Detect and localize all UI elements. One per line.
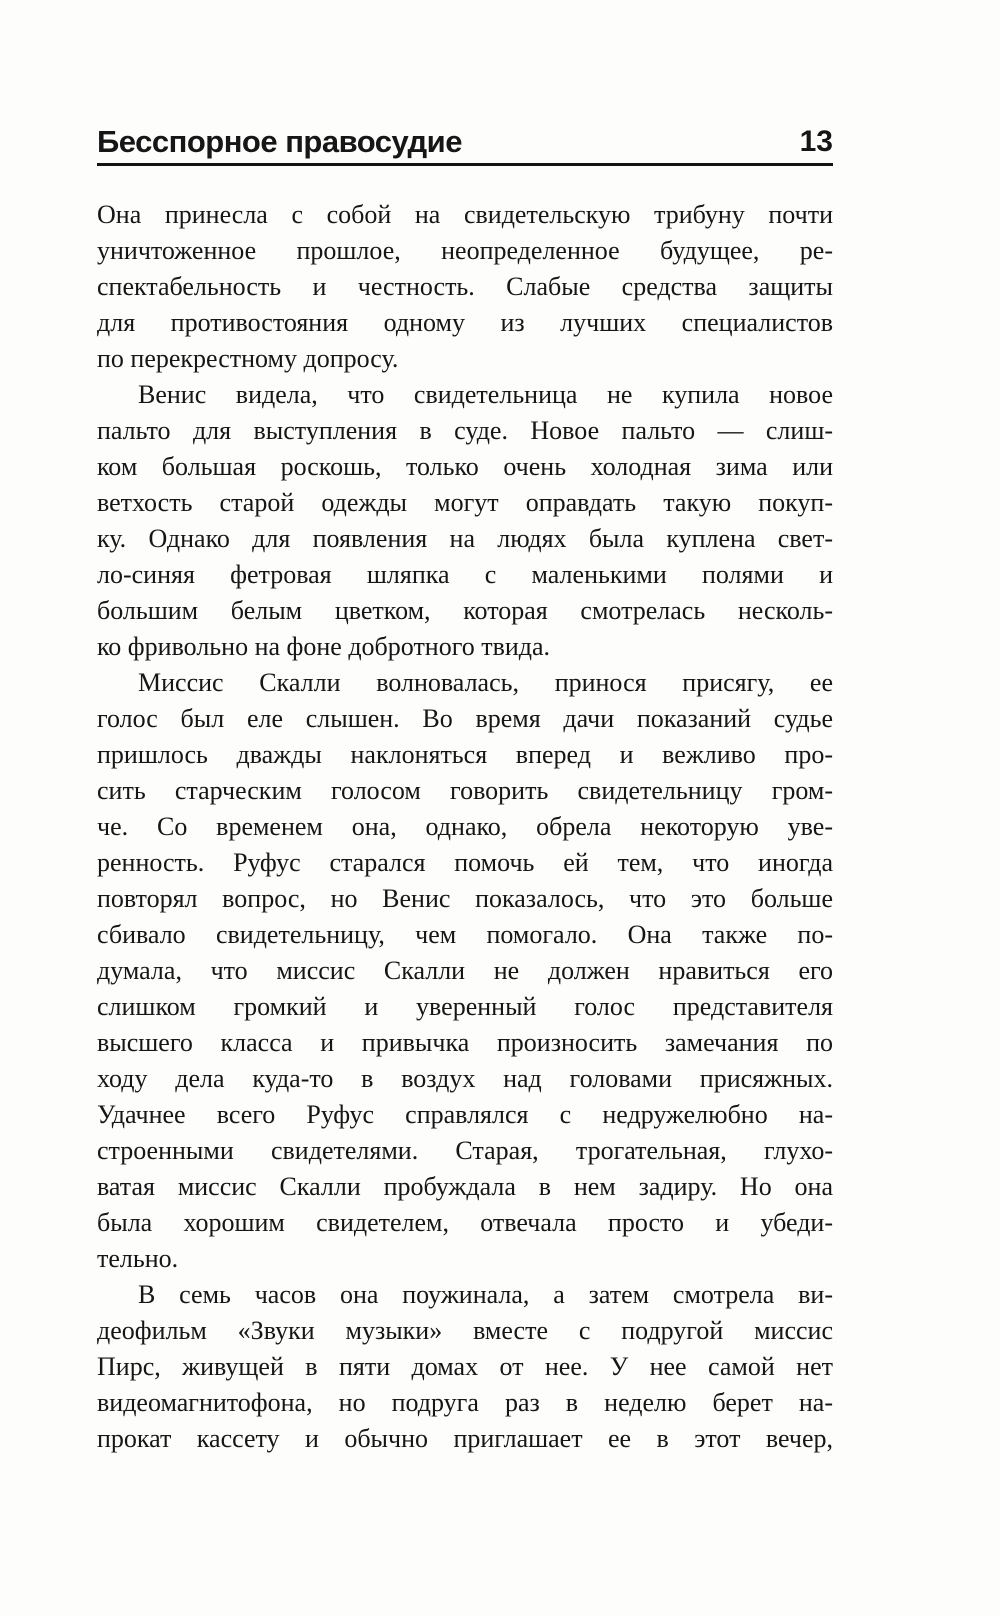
text-line: пальто для выступления в суде. Новое пальто — слиш- <box>97 416 833 445</box>
text-line: Удачнее всего Руфус справлялся с недружелюбно на- <box>97 1100 833 1129</box>
text-line: слишком громкий и уверенный голос представителя <box>97 992 833 1021</box>
text-line: сить старческим голосом говорить свидетельницу гром- <box>97 776 833 805</box>
paragraph <box>97 377 833 665</box>
text-line: ветхость старой одежды могут оправдать такую покуп- <box>97 488 833 517</box>
text-line: деофильм «Звуки музыки» вместе с подругой миссис <box>97 1316 833 1345</box>
text-line: высшего класса и привычка произносить замечания по <box>97 1028 833 1057</box>
paragraph <box>97 1277 833 1457</box>
text-line: Пирс, живущей в пяти домах от нее. У нее самой нет <box>97 1352 833 1381</box>
text-line: по перекрестному допросу. <box>97 344 399 373</box>
text-line: была хорошим свидетелем, отвечала просто и убеди- <box>97 1208 833 1237</box>
text-line: ком большая роскошь, только очень холодная зима или <box>97 452 833 481</box>
text-line: тельно. <box>97 1244 179 1273</box>
text-line: В семь часов она поужинала, а затем смотрела ви- <box>138 1280 833 1309</box>
text-line: большим белым цветком, которая смотрелась несколь- <box>97 596 833 625</box>
paragraph <box>97 197 833 377</box>
running-title: Бесспорное правосудие <box>97 124 462 159</box>
text-line: пришлось дважды наклоняться вперед и вежливо про- <box>97 740 833 769</box>
text-line: Миссис Скалли волновалась, принося присягу, ее <box>138 668 833 697</box>
text-line: уничтоженное прошлое, неопределенное будущее, ре- <box>97 236 833 265</box>
text-line: для противостояния одному из лучших специалистов <box>97 308 833 337</box>
text-line: повторял вопрос, но Венис показалось, что это больше <box>97 884 833 913</box>
text-line: ренность. Руфус старался помочь ей тем, что иногда <box>97 848 833 877</box>
text-line: ло-синяя фетровая шляпка с маленькими полями и <box>97 560 833 589</box>
running-header <box>97 126 833 166</box>
text-line: строенными свидетелями. Старая, трогательная, глухо- <box>97 1136 833 1165</box>
body-text <box>97 197 833 1457</box>
text-line: ходу дела куда-то в воздух над головами присяжных. <box>97 1064 833 1093</box>
paragraph <box>97 665 833 1277</box>
text-line: Она принесла с собой на свидетельскую трибуну почти <box>97 200 833 229</box>
text-line: голос был еле слышен. Во время дачи показаний судье <box>97 704 833 733</box>
text-line: ко фривольно на фоне добротного твида. <box>97 632 551 661</box>
text-line: че. Со временем она, однако, обрела некоторую уве- <box>97 812 833 841</box>
text-line: думала, что миссис Скалли не должен нравиться его <box>97 956 833 985</box>
text-line: ватая миссис Скалли пробуждала в нем задиру. Но она <box>97 1172 833 1201</box>
text-line: видеомагнитофона, но подруга раз в неделю берет на- <box>97 1388 833 1417</box>
text-line: Венис видела, что свидетельница не купила новое <box>138 380 833 409</box>
text-line: спектабельность и честность. Слабые средства защиты <box>97 272 833 301</box>
page-number: 13 <box>799 125 833 158</box>
text-line: сбивало свидетельницу, чем помогало. Она также по- <box>97 920 833 949</box>
text-line: прокат кассету и обычно приглашает ее в этот вечер, <box>97 1424 833 1453</box>
text-line: ку. Однако для появления на людях была куплена свет- <box>97 524 833 553</box>
